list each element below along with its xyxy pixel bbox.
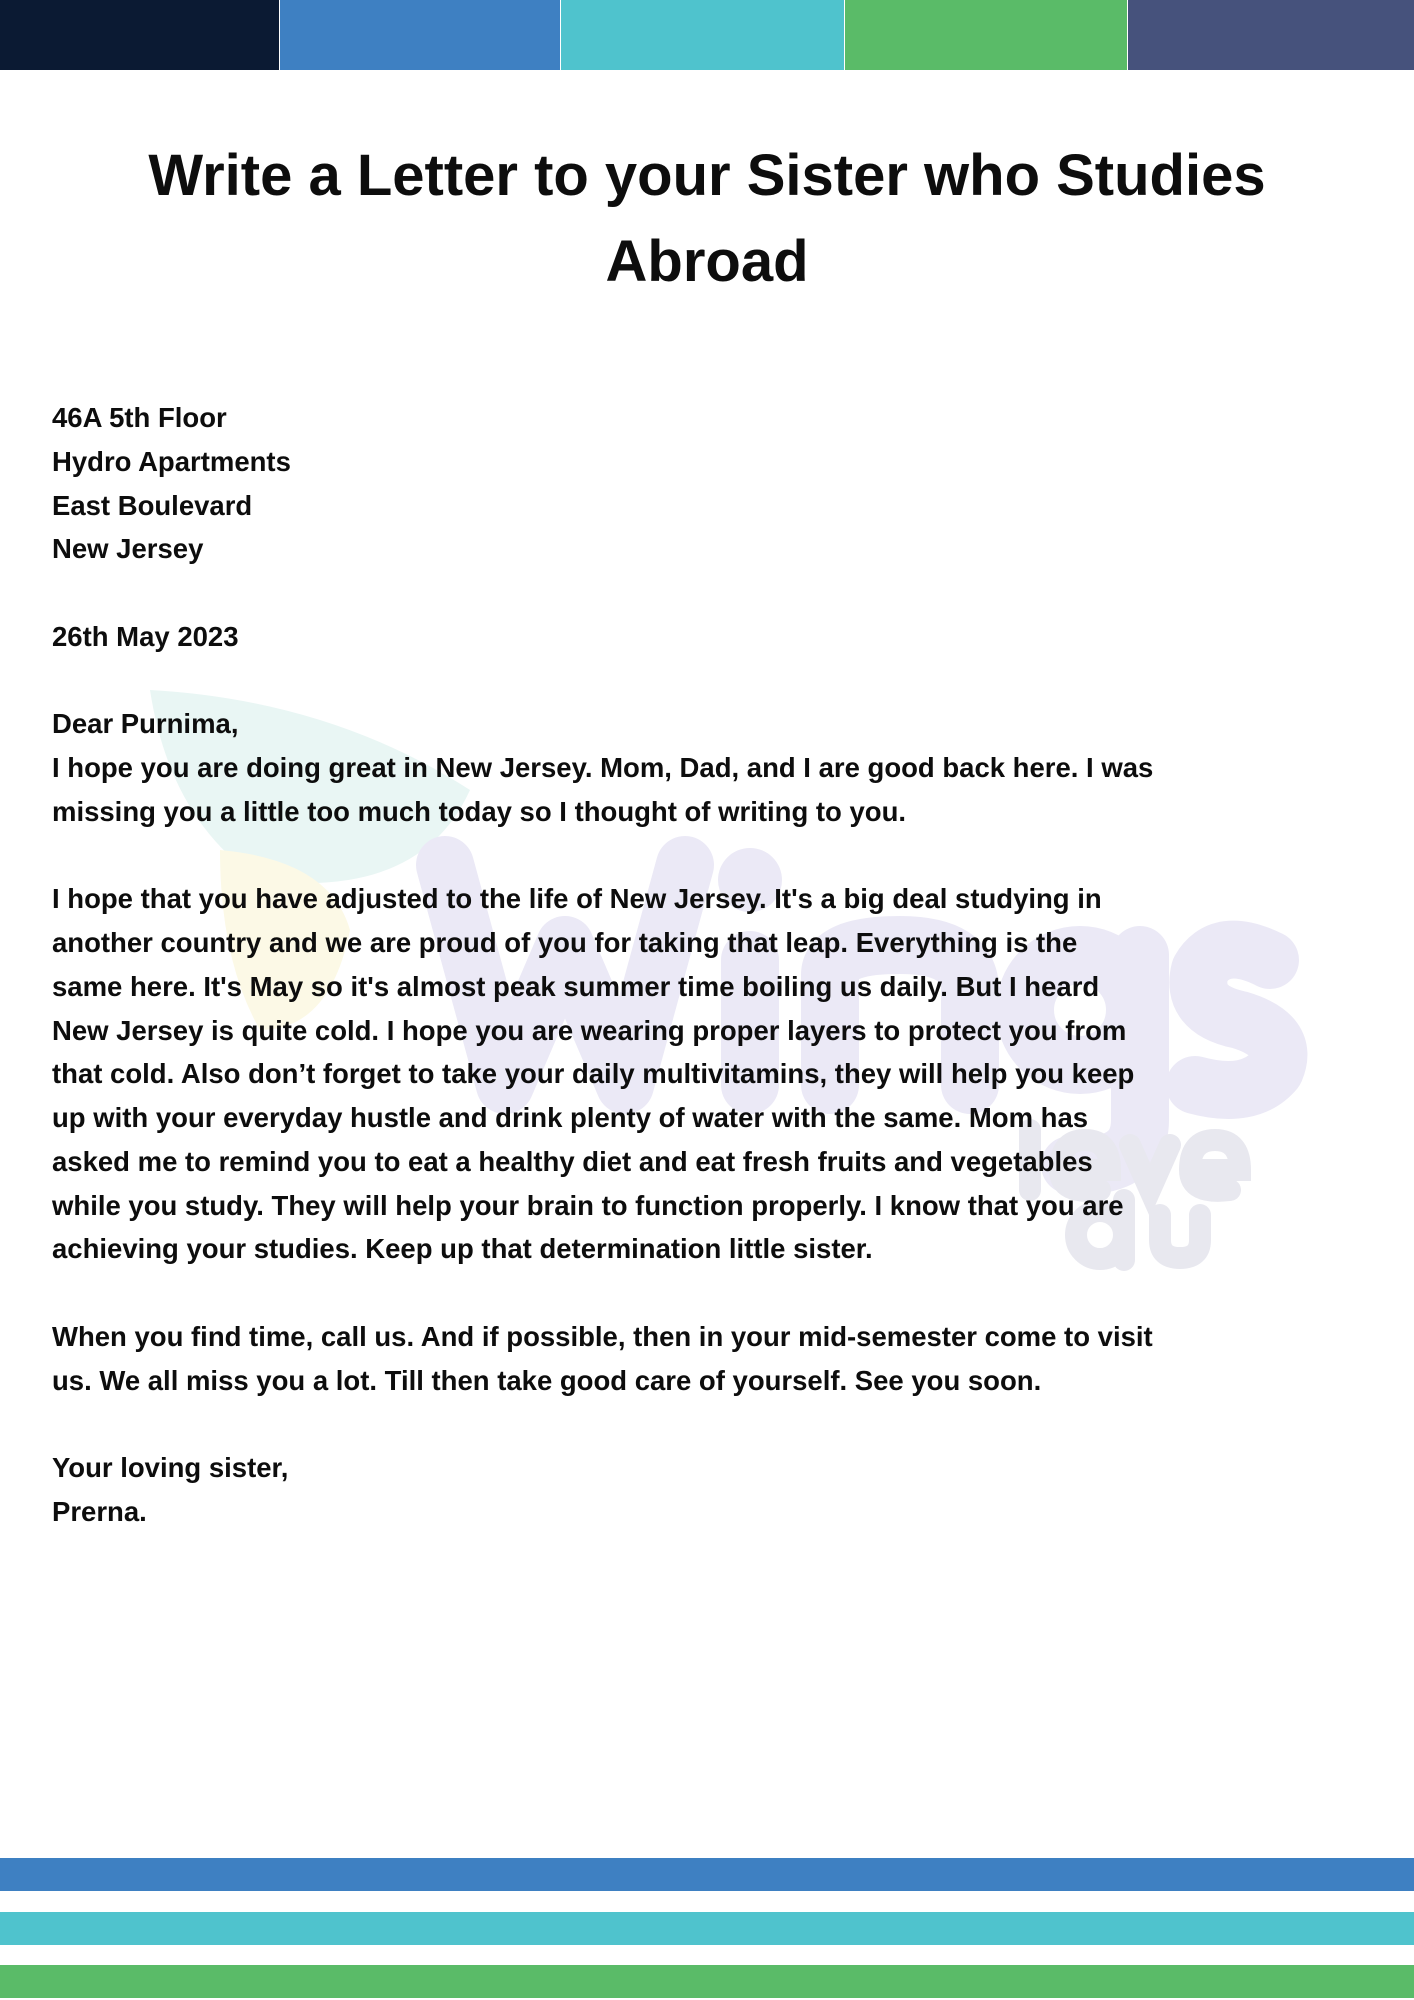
page-title: Write a Letter to your Sister who Studies Abroad bbox=[148, 143, 1266, 294]
paragraph-line: achieving your studies. Keep up that determination little sister. bbox=[52, 1233, 873, 1265]
paragraph-line: another country and we are proud of you for taking that leap. Everything is the bbox=[52, 927, 1078, 958]
address-line: East Boulevard bbox=[52, 489, 253, 521]
address-line: 46A 5th Floor bbox=[52, 402, 227, 433]
paragraph-line: same here. It's May so it's almost peak summer time boiling us daily. But I heard bbox=[52, 970, 1100, 1002]
paragraph-line: When you find time, call us. And if possible, then in your mid-semester come to visit bbox=[52, 1320, 1153, 1352]
paragraph-line: I hope you are doing great in New Jersey. Mom, Dad, and I are good back here. I was bbox=[52, 752, 1154, 783]
address-line: New Jersey bbox=[52, 533, 204, 565]
address-line: Hydro Apartments bbox=[52, 445, 291, 477]
paragraph-line: while you study. They will help your brain to function properly. I know that you are bbox=[52, 1189, 1124, 1221]
paragraph-line: missing you a little too much today so I thought of writing to you. bbox=[52, 795, 907, 827]
signature: Prerna. bbox=[52, 1495, 147, 1527]
letter-date: 26th May 2023 bbox=[52, 620, 239, 652]
paragraph-line: New Jersey is quite cold. I hope you are wearing proper layers to protect you from bbox=[52, 1014, 1127, 1046]
paragraph-line: that cold. Also don’t forget to take your daily multivitamins, they will help you keep bbox=[52, 1058, 1135, 1090]
paragraph-line: I hope that you have adjusted to the life of New Jersey. It's a big deal studying in bbox=[52, 883, 1102, 915]
letter-body bbox=[52, 396, 1153, 1534]
paragraph-line: us. We all miss you a lot. Till then take good care of yourself. See you soon. bbox=[52, 1364, 1042, 1396]
paragraph-line: asked me to remind you to eat a healthy diet and eat fresh fruits and vegetables bbox=[52, 1145, 1093, 1177]
closing: Your loving sister, bbox=[52, 1452, 289, 1483]
salutation: Dear Purnima, bbox=[52, 708, 239, 740]
paragraph-line: up with your everyday hustle and drink plenty of water with the same. Mom has bbox=[52, 1102, 1089, 1133]
